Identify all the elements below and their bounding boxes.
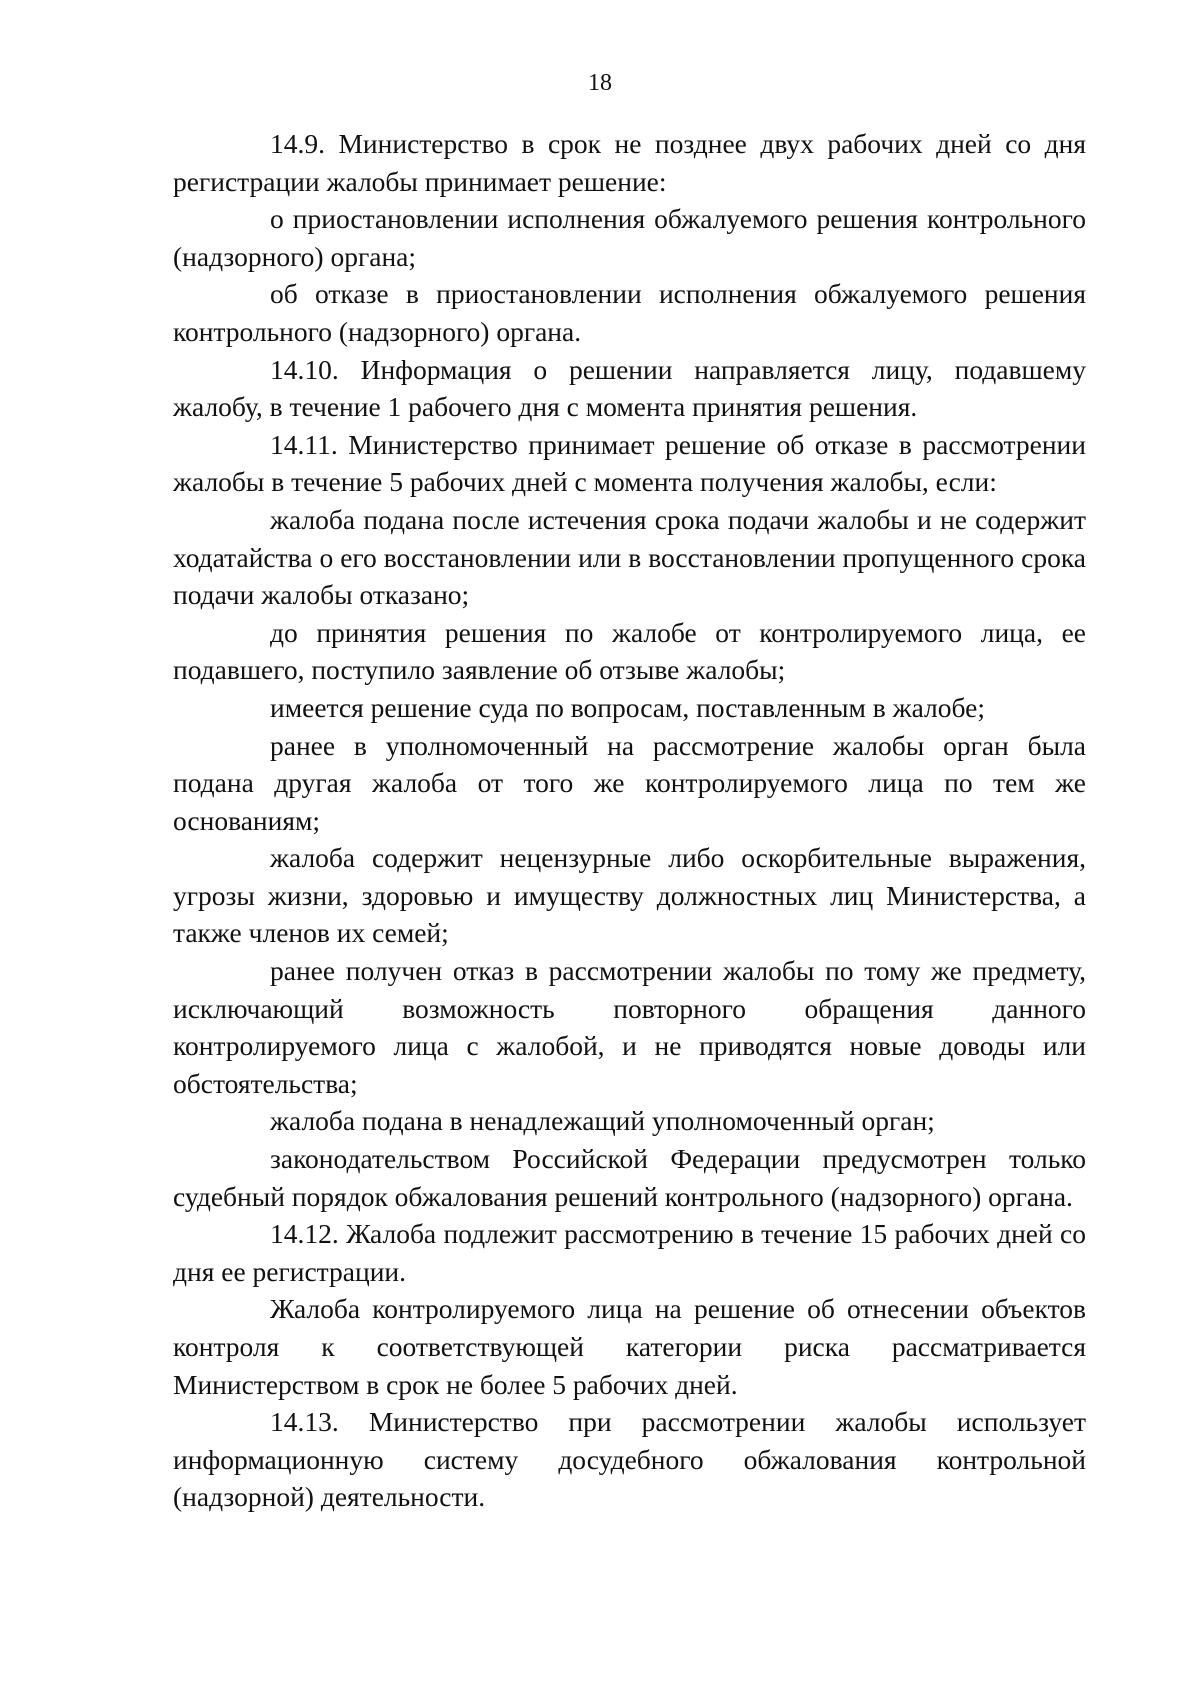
paragraph-14-11: 14.11. Министерство принимает решение об отказе в рассмотрении жалобы в течение 5 рабочих дней с момента получения жалобы, если: bbox=[173, 428, 1086, 498]
page-number: 18 bbox=[588, 70, 612, 96]
paragraph-suspension: о приостановлении исполнения обжалуемого решения контрольного (надзорного) органа; bbox=[173, 203, 1086, 272]
paragraph-court-decision: имеется решение суда по вопросам, поставленным в жалобе; bbox=[270, 691, 985, 723]
paragraph-14-13: 14.13. Министерство при рассмотрении жалобы использует информационную систему досудебного обжалования контрольной (надзорной) деятельности. bbox=[173, 1406, 1086, 1513]
paragraph-deadline-missed: жалоба подана после истечения срока подачи жалобы и не содержит ходатайства о его восстановлении или в восстановлении пропущенного срока подачи жалобы отказано; bbox=[173, 503, 1086, 611]
paragraph-offensive-content: жалоба содержит нецензурные либо оскорбительные выражения, угрозы жизни, здоровью и имуществу должностных лиц Министерства, а также членов их семей; bbox=[173, 842, 1086, 949]
paragraph-14-9: 14.9. Министерство в срок не позднее двух рабочих дней со дня регистрации жалобы принимает решение: bbox=[173, 128, 1086, 197]
paragraph-withdrawal: до принятия решения по жалобе от контролируемого лица, ее подавшего, поступило заявление об отзыве жалобы; bbox=[173, 616, 1086, 686]
paragraph-wrong-authority: жалоба подана в ненадлежащий уполномоченный орган; bbox=[270, 1105, 935, 1137]
document-body bbox=[173, 125, 1086, 1516]
paragraph-refusal-suspension: об отказе в приостановлении исполнения обжалуемого решения контрольного (надзорного) органа. bbox=[173, 278, 1086, 347]
paragraph-risk-category: Жалоба контролируемого лица на решение об отнесении объектов контроля к соответствующей категории риска рассматривается Министерством в срок не более 5 рабочих дней. bbox=[173, 1293, 1086, 1400]
paragraph-14-12: 14.12. Жалоба подлежит рассмотрению в течение 15 рабочих дней со дня ее регистрации. bbox=[173, 1218, 1086, 1287]
paragraph-judicial-only: законодательством Российской Федерации предусмотрен только судебный порядок обжалования решений контрольного (надзорного) органа. bbox=[173, 1143, 1086, 1212]
paragraph-prior-refusal: ранее получен отказ в рассмотрении жалобы по тому же предмету, исключающий возможность повторного обращения данного контролируемого лица с жалобой, и не приводятся новые доводы или обстоятельства; bbox=[173, 955, 1086, 1099]
paragraph-14-10: 14.10. Информация о решении направляется лицу, подавшему жалобу, в течение 1 рабочего дня с момента принятия решения. bbox=[173, 353, 1086, 423]
paragraph-duplicate-complaint: ранее в уполномоченный на рассмотрение жалобы орган была подана другая жалоба от того же контролируемого лица по тем же основаниям; bbox=[173, 729, 1086, 836]
